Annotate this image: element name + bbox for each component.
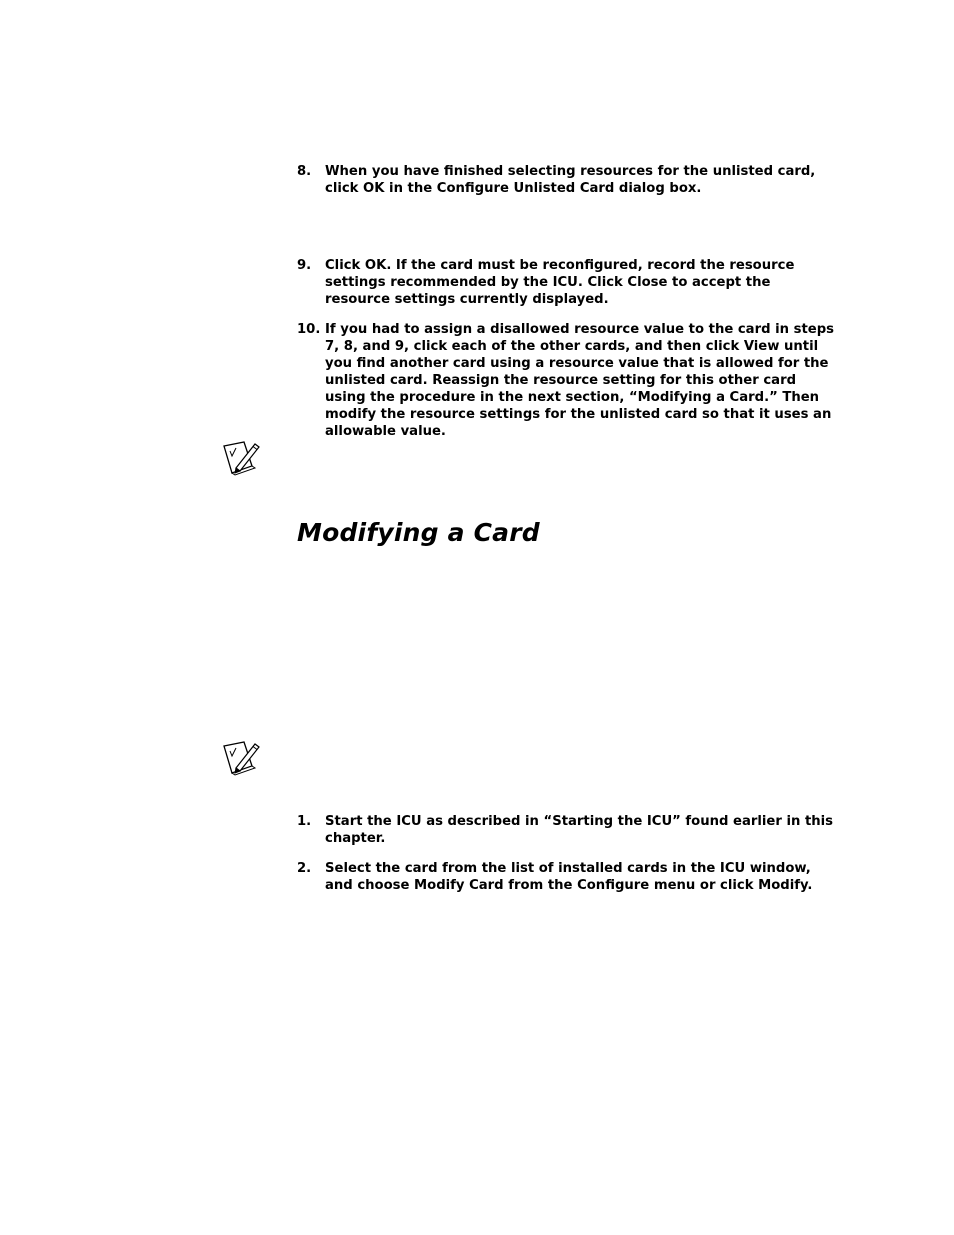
- list-item: [297, 257, 837, 308]
- section-heading: Modifying a Card: [297, 518, 540, 547]
- step-number: 1.: [297, 814, 312, 829]
- step-text: Select the card from the list of installed cards in the ICU window, and choose Modify Card from the Configure menu or click Modify.: [325, 861, 813, 893]
- step-number: 10.: [297, 322, 321, 337]
- step-number: 8.: [297, 164, 312, 179]
- step-text: If you had to assign a disallowed resource value to the card in steps 7, 8, and 9, click each of the other cards, and then click View until you find another card using a resource value that is allowed for the unlisted card. Reassign the resource setting for this other card using the procedure in the next section, “Modifying a Card.” Then modify the resource settings for the unlisted card so that it uses an allowable value.: [325, 322, 835, 439]
- list-item: [297, 321, 837, 440]
- note-icon: [222, 440, 262, 476]
- step-text: Start the ICU as described in “Starting the ICU” found earlier in this chapter.: [325, 814, 834, 846]
- step-number: 9.: [297, 258, 312, 273]
- step-text: Click OK. If the card must be reconfigured, record the resource settings recommended by the ICU. Click Close to accept the resource settings currently displayed.: [325, 258, 795, 307]
- step-text: When you have finished selecting resources for the unlisted card, click OK in the Configure Unlisted Card dialog box.: [325, 164, 816, 196]
- list-item: [297, 163, 837, 197]
- note-icon: [222, 740, 262, 776]
- step-number: 2.: [297, 861, 312, 876]
- list-item: [297, 860, 837, 894]
- list-item: [297, 813, 837, 847]
